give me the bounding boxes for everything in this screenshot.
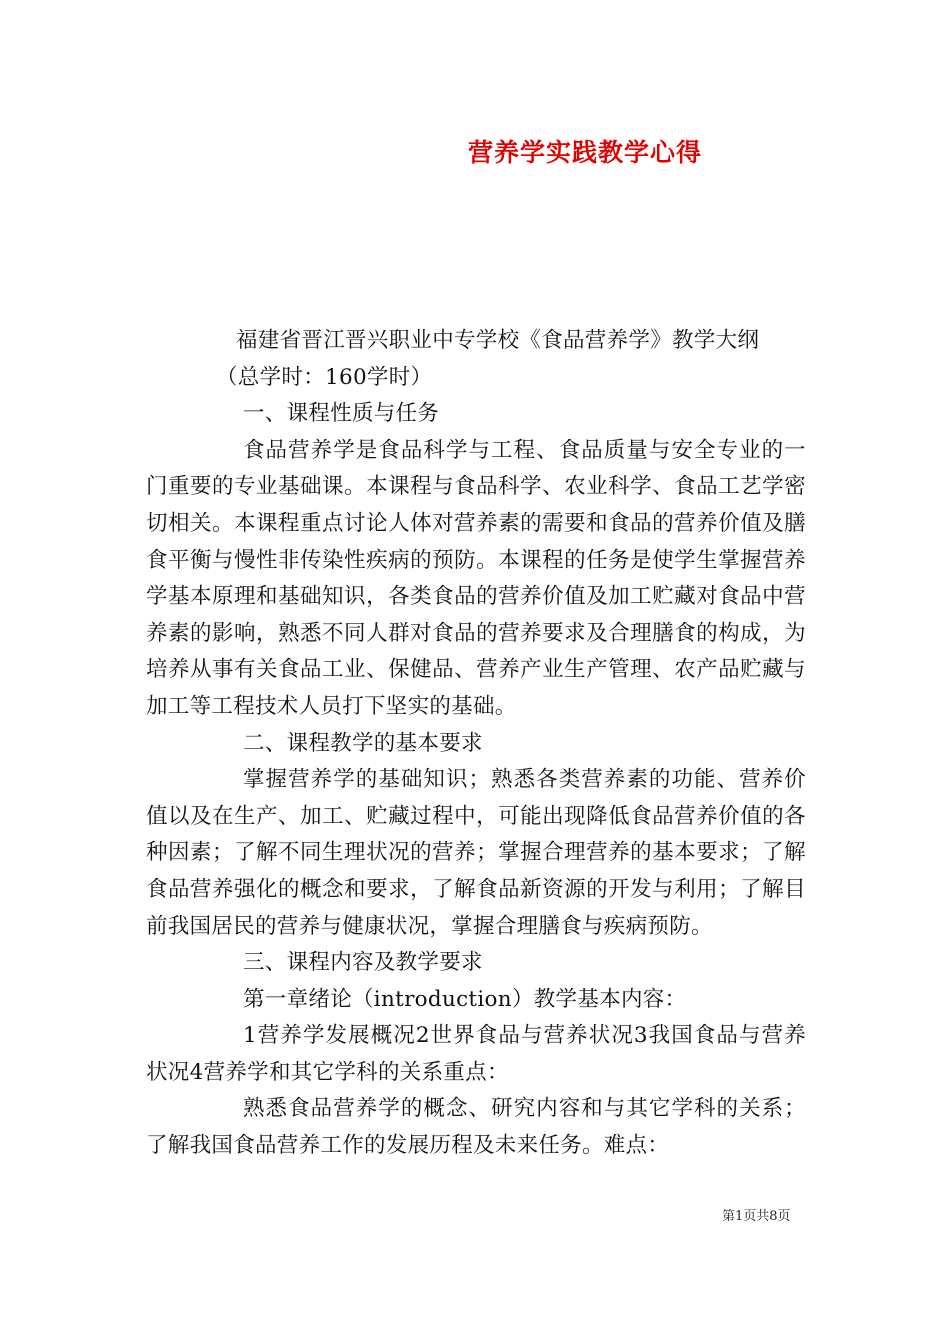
paragraph-course-nature: 食品营养学是食品科学与工程、食品质量与安全专业的一门重要的专业基础课。本课程与食品科学、农业科学、食品工艺学密切相关。本课程重点讨论人体对营养素的需要和食品的营养价值及膳食平衡与慢性非传染性疾病的预防。本课程的任务是使学生掌握营养学基本原理和基础知识，各类食品的营养价值及加工贮藏对食品中营养素的影响，熟悉不同人群对食品的营养要求及合理膳食的构成，为培养从事有关食品工业、保健品、营养产业生产管理、农产品贮藏与加工等工程技术人员打下坚实的基础。 xyxy=(146,437,806,719)
section-heading-1: 一、课程性质与任务 xyxy=(243,401,440,427)
page-number-footer: 第1页共8页 xyxy=(722,1209,791,1224)
total-hours-note: （总学时：160学时） xyxy=(216,364,433,390)
paragraph-chapter-1-focus: 熟悉食品营养学的概念、研究内容和与其它学科的关系；了解我国食品营养工作的发展历程及未来任务。难点： xyxy=(146,1096,806,1159)
document-body xyxy=(146,323,806,1165)
paragraph-chapter-1-content: 1营养学发展概况2世界食品与营养状况3我国食品与营养状况4营养学和其它学科的关系重点： xyxy=(146,1023,806,1085)
chapter-1-heading: 第一章绪论（introduction）教学基本内容： xyxy=(243,986,687,1012)
paragraph-basic-requirements: 掌握营养学的基础知识；熟悉各类营养素的功能、营养价值以及在生产、加工、贮藏过程中，可能出现降低食品营养价值的各种因素；了解不同生理状况的营养；掌握合理营养的基本要求；了解食品营养强化的概念和要求，了解食品新资源的开发与利用；了解目前我国居民的营养与健康状况，掌握合理膳食与疾病预防。 xyxy=(146,767,806,939)
section-heading-3: 三、课程内容及教学要求 xyxy=(243,950,483,976)
course-outline-heading: 福建省晋江晋兴职业中专学校《食品营养学》教学大纲 xyxy=(236,328,760,353)
document-title: 营养学实践教学心得 xyxy=(468,138,703,167)
section-heading-2: 二、课程教学的基本要求 xyxy=(243,730,483,756)
